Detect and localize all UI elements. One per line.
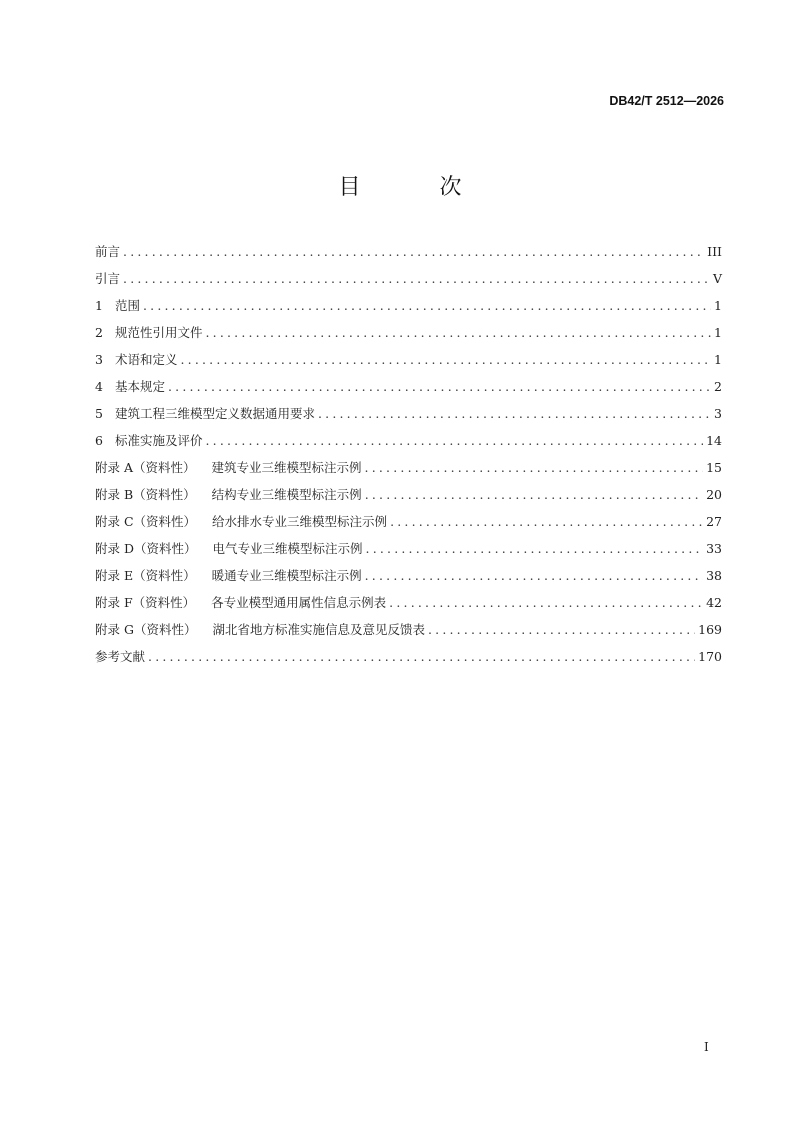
toc-entry-label: 引言	[95, 271, 121, 286]
toc-entry-appendix: 附录 D（资料性）	[95, 541, 197, 556]
toc-entry-appendix: 附录 F（资料性）	[95, 595, 196, 610]
toc-entry[interactable]	[95, 512, 722, 539]
dot-leader	[168, 379, 711, 394]
toc-entry[interactable]	[95, 431, 722, 458]
toc-entry-label: 规范性引用文件	[114, 325, 203, 340]
toc-entry-label: 范围	[114, 298, 140, 313]
toc-entry-page: 1	[714, 325, 722, 340]
toc-entry-page: 14	[706, 433, 722, 448]
toc-entry-appendix: 附录 E（资料性）	[95, 568, 196, 583]
dot-leader	[143, 298, 711, 313]
dot-leader	[365, 460, 704, 475]
toc-entry-label: 建筑工程三维模型定义数据通用要求	[114, 406, 315, 421]
toc-entry[interactable]	[95, 323, 722, 350]
dot-leader	[180, 352, 711, 367]
toc-entry[interactable]	[95, 485, 722, 512]
dot-leader	[366, 541, 704, 556]
toc-entry-number: 1	[95, 298, 103, 313]
toc-entry[interactable]	[95, 620, 722, 647]
toc-entry[interactable]	[95, 350, 722, 377]
toc-entry-page: 3	[714, 406, 722, 421]
toc-entry-page: 2	[714, 379, 722, 394]
toc-entry-label: 术语和定义	[114, 352, 178, 367]
toc-entry[interactable]	[95, 593, 722, 620]
toc-entry-appendix: 附录 B（资料性）	[95, 487, 196, 502]
toc-entry[interactable]	[95, 296, 722, 323]
toc-entry[interactable]	[95, 269, 722, 296]
toc-entry-label: 前言	[95, 244, 121, 259]
toc-entry-page: 42	[706, 595, 722, 610]
toc-entry-label: 基本规定	[114, 379, 165, 394]
toc-entry-appendix: 附录 G（资料性）	[95, 622, 197, 637]
toc-entry-number: 6	[95, 433, 103, 448]
toc-entry[interactable]	[95, 242, 722, 269]
toc-entry-page: 20	[706, 487, 722, 502]
dot-leader	[205, 325, 711, 340]
dot-leader	[365, 487, 703, 502]
dot-leader	[123, 271, 710, 286]
toc-entry-page: 1	[714, 352, 722, 367]
toc-entry-page: 27	[706, 514, 722, 529]
toc-entry-page: 169	[698, 622, 722, 637]
toc-entry-label: 建筑专业三维模型标注示例	[211, 460, 362, 475]
toc-entry-page: 15	[706, 460, 722, 475]
toc-entry-number: 3	[95, 352, 103, 367]
toc-entry-label: 给水排水专业三维模型标注示例	[212, 514, 388, 529]
toc-entry-page: III	[707, 244, 722, 259]
toc-entry-appendix: 附录 A（资料性）	[95, 460, 196, 475]
dot-leader	[318, 406, 711, 421]
toc-entry[interactable]	[95, 377, 722, 404]
toc-entry-number: 4	[95, 379, 103, 394]
toc-entry-page: 170	[698, 649, 722, 664]
dot-leader	[148, 649, 695, 664]
toc-entry[interactable]	[95, 404, 722, 431]
toc-entry-label: 参考文献	[95, 649, 146, 664]
toc-entry-label: 标准实施及评价	[114, 433, 203, 448]
toc-entry-number: 5	[95, 406, 103, 421]
dot-leader	[428, 622, 695, 637]
toc-entry[interactable]	[95, 566, 722, 593]
toc-entry-label: 暖通专业三维模型标注示例	[211, 568, 362, 583]
toc-entry[interactable]	[95, 458, 722, 485]
toc-entry-page: 38	[706, 568, 722, 583]
toc-entry[interactable]	[95, 647, 722, 674]
dot-leader	[389, 595, 703, 610]
table-of-contents	[95, 242, 722, 674]
page-title: 目 次	[338, 175, 498, 200]
toc-entry-label: 各专业模型通用属性信息示例表	[211, 595, 387, 610]
toc-entry[interactable]	[95, 539, 722, 566]
toc-entry-number: 2	[95, 325, 103, 340]
dot-leader	[365, 568, 703, 583]
toc-entry-label: 结构专业三维模型标注示例	[211, 487, 362, 502]
toc-entry-label: 湖北省地方标准实施信息及意见反馈表	[212, 622, 425, 637]
toc-entry-page: 1	[714, 298, 722, 313]
toc-entry-appendix: 附录 C（资料性）	[95, 514, 197, 529]
page-number: I	[704, 1040, 709, 1054]
dot-leader	[390, 514, 703, 529]
toc-entry-page: V	[712, 271, 722, 286]
standard-number: DB42/T 2512—2026	[609, 94, 724, 108]
toc-entry-page: 33	[706, 541, 722, 556]
dot-leader	[123, 244, 704, 259]
dot-leader	[205, 433, 703, 448]
toc-entry-label: 电气专业三维模型标注示例	[212, 541, 363, 556]
